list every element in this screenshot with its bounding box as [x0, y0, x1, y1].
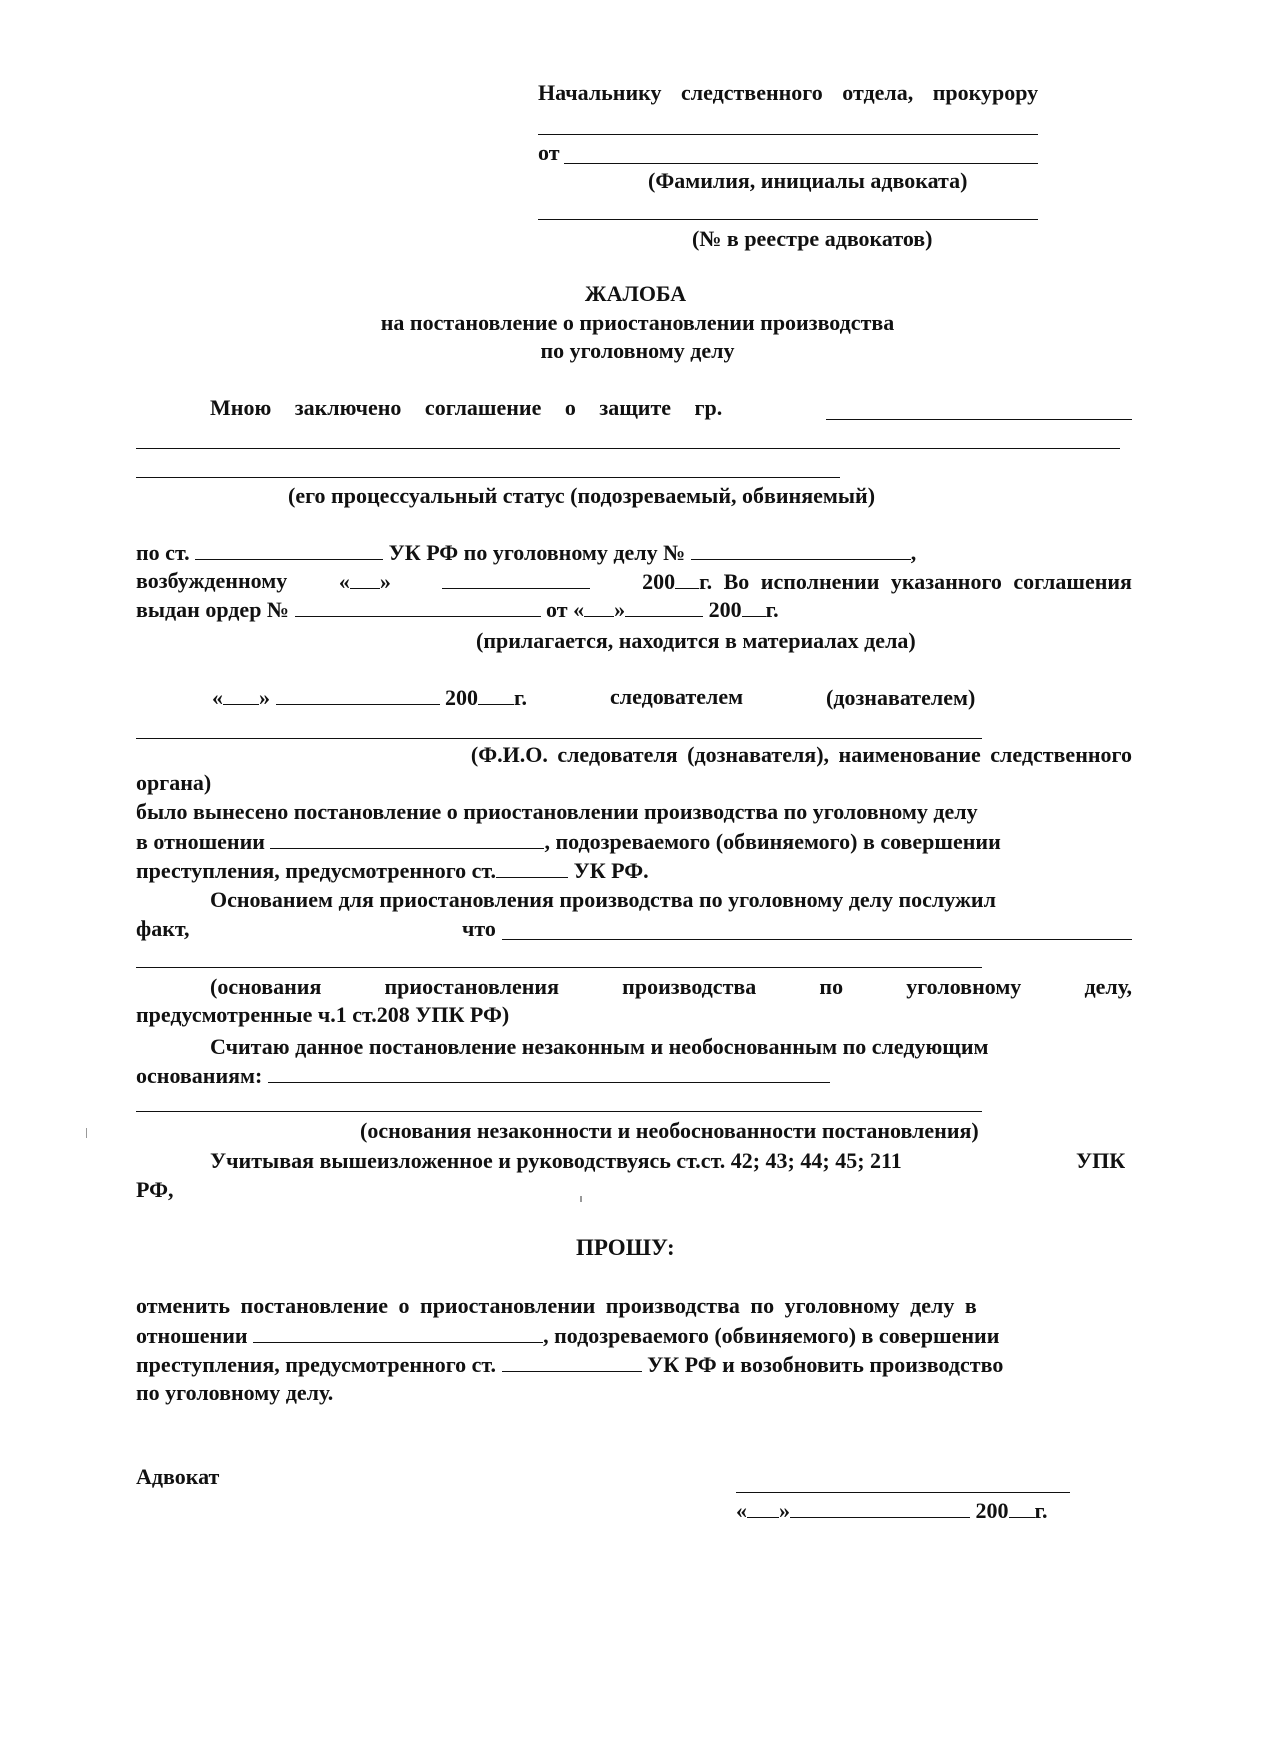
status-caption: (его процессуальный статус (подозреваемый, обвиняемый) — [288, 483, 876, 508]
crime-article-field[interactable] — [496, 859, 568, 878]
regard-line — [136, 830, 1132, 853]
order-year-field[interactable] — [742, 598, 766, 617]
decision-year-field[interactable] — [478, 686, 514, 705]
order-number-field[interactable] — [295, 598, 541, 617]
investigator-name-field[interactable] — [136, 738, 982, 739]
regard-suffix: , подозреваемого (обвиняемого) в совершении — [544, 829, 1001, 854]
consider-line: Считаю данное постановление незаконным и необоснованным по следующим — [210, 1034, 989, 1059]
basis-caption-word: по — [819, 974, 844, 999]
quote-close: » — [379, 569, 391, 594]
article-number-field[interactable] — [195, 541, 383, 560]
initiated-month-field[interactable] — [442, 570, 590, 589]
regard-person-field[interactable] — [270, 830, 544, 849]
decision-quote-open: « — [212, 685, 223, 710]
considering-text: Учитывая вышеизложенное и руководствуясь ст.ст. 42; 43; 44; 45; 211 — [210, 1148, 902, 1173]
initiated-year-suffix: г. Во исполнении указанного соглашения — [699, 569, 1132, 594]
crime-line — [136, 859, 649, 882]
decision-date-line — [212, 686, 527, 709]
order-prefix: выдан ордер № — [136, 597, 290, 622]
regard-group — [136, 830, 1001, 853]
year-prefix: 200 — [642, 569, 676, 594]
signature-label: Адвокат — [136, 1464, 220, 1489]
registry-caption: (№ в реестре адвокатов) — [692, 226, 933, 251]
decision-year-prefix: 200 — [445, 685, 478, 710]
initiated-year — [642, 570, 1132, 593]
request-line-2-group — [136, 1324, 999, 1347]
grounds-line — [136, 1064, 830, 1087]
initiated-year-field[interactable] — [675, 570, 699, 589]
basis-caption-word: (основания — [210, 974, 322, 999]
initiated-date — [339, 570, 391, 593]
order-quote-close: » — [614, 597, 626, 622]
request-line-3-prefix: преступления, предусмотренного ст. — [136, 1352, 497, 1377]
request-line-2 — [136, 1324, 1132, 1347]
order-from: от « — [546, 597, 585, 622]
signature-day-field[interactable] — [747, 1499, 779, 1518]
order-year-suffix: г. — [765, 597, 779, 622]
addressee-line — [538, 82, 1132, 104]
inquirer-word: (дознавателем) — [826, 685, 976, 710]
request-line-1-text: отменить постановление о приостановлении производства по уголовному делу в — [136, 1293, 977, 1318]
registry-number-field[interactable] — [538, 219, 1038, 220]
investigator-word: следователем — [610, 684, 744, 709]
lawyer-name-caption: (Фамилия, инициалы адвоката) — [648, 168, 968, 193]
crime-prefix: преступления, предусмотренного ст. — [136, 858, 497, 883]
basis-line: Основанием для приостановления производства по уголовному делу послужил — [210, 887, 996, 912]
article-mid: УК РФ по уголовному делу № — [388, 540, 686, 565]
case-number-field[interactable] — [691, 541, 911, 560]
basis-caption-word: уголовному — [906, 974, 1022, 999]
order-line — [136, 598, 779, 621]
lawyer-name-field[interactable] — [564, 163, 1038, 164]
request-line-3-suffix: УК РФ и возобновить производство — [647, 1352, 1004, 1377]
article-line — [136, 541, 916, 564]
request-line-2-suffix: , подозреваемого (обвиняемого) в совершении — [543, 1323, 1000, 1348]
request-line-4: по уголовному делу. — [136, 1380, 334, 1405]
basis-caption-word: производства — [622, 974, 757, 999]
initiated-line — [136, 570, 1132, 593]
basis-caption-cont: предусмотренные ч.1 ст.208 УПК РФ) — [136, 1002, 510, 1027]
article-prefix: по ст. — [136, 540, 190, 565]
scan-speck — [580, 1196, 582, 1202]
client-name-field[interactable] — [826, 419, 1132, 420]
signature-quote-close: » — [779, 1498, 790, 1523]
grounds-field-cont[interactable] — [136, 1111, 982, 1112]
basis-caption-word: делу, — [1084, 974, 1132, 999]
request-line-1 — [136, 1295, 1132, 1317]
signature-year-prefix: 200 — [975, 1498, 1009, 1523]
investigator-caption-row — [360, 744, 1132, 766]
decision-day-field[interactable] — [223, 686, 259, 705]
regard-prefix: в отношении — [136, 829, 265, 854]
order-year-prefix: 200 — [708, 597, 742, 622]
addressee-text: Начальнику следственного отдела, прокурору — [538, 80, 1039, 105]
order-day-field[interactable] — [584, 598, 614, 617]
basis-fact-field[interactable] — [502, 939, 1132, 940]
basis-caption-row — [210, 976, 1132, 998]
request-line-3 — [136, 1353, 1003, 1376]
illegality-caption: (основания незаконности и необоснованности постановления) — [360, 1118, 979, 1143]
considering-cont: РФ, — [136, 1177, 174, 1202]
quote-open: « — [338, 569, 350, 594]
order-caption: (прилагается, находится в материалах дела) — [476, 628, 916, 653]
basis-fact-field-cont[interactable] — [136, 967, 982, 968]
client-status-field[interactable] — [136, 477, 840, 478]
investigator-caption: (Ф.И.О. следователя (дознавателя), наименование следственного — [470, 742, 1132, 767]
signature-year-suffix: г. — [1034, 1498, 1048, 1523]
request-person-field[interactable] — [253, 1324, 543, 1343]
signature-date-line — [736, 1499, 1048, 1522]
scan-speck — [86, 1128, 87, 1138]
grounds-field[interactable] — [268, 1064, 830, 1083]
grounds-prefix: основаниям: — [136, 1063, 263, 1088]
document-subtitle-2: по уголовному делу — [540, 338, 735, 363]
crime-suffix: УК РФ. — [573, 858, 649, 883]
decision-month-field[interactable] — [276, 686, 440, 705]
client-name-field-cont[interactable] — [136, 448, 1120, 449]
request-article-field[interactable] — [502, 1353, 642, 1372]
signature-field[interactable] — [736, 1492, 1070, 1493]
considering-end: УПК — [1076, 1148, 1126, 1173]
decision-quote-close: » — [259, 685, 270, 710]
document-title: ЖАЛОБА — [584, 281, 687, 306]
agreement-text: Мною заключено соглашение о защите гр. — [210, 395, 723, 420]
investigator-caption-cont: органа) — [136, 770, 212, 795]
request-heading: ПРОШУ: — [576, 1235, 675, 1260]
basis-caption-word: приостановления — [384, 974, 560, 999]
that-word: что — [462, 916, 496, 941]
signature-year-field[interactable] — [1009, 1499, 1035, 1518]
prosecutor-name-field[interactable] — [538, 134, 1038, 135]
initiated-day-field[interactable] — [350, 570, 380, 589]
order-month-field[interactable] — [625, 598, 703, 617]
article-comma: , — [910, 540, 917, 565]
request-line-2-prefix: отношении — [136, 1323, 248, 1348]
decision-year-suffix: г. — [514, 685, 528, 710]
document-subtitle-1: на постановление о приостановлении производства — [380, 310, 895, 335]
signature-month-field[interactable] — [790, 1499, 970, 1518]
initiated-word: возбужденному — [136, 568, 288, 593]
decision-line: было вынесено постановление о приостановлении производства по уголовному делу — [136, 799, 978, 824]
fact-word: факт, — [136, 916, 190, 941]
from-label: от — [538, 140, 560, 165]
signature-quote-open: « — [736, 1498, 747, 1523]
